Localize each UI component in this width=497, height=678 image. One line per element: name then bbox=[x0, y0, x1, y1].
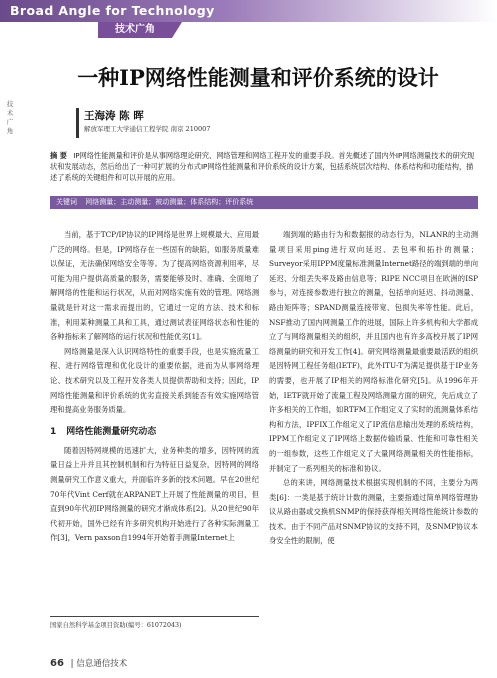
body-paragraph: 网络测量是深入认识网络特性的重要手段，也是实施流量工程、进行网络管理和优化设计的重要依据，进而为从事网络理论、技术研究以及工程开发各类人员提供帮助和支持；因此，IP网络性能测量和评价系统的优劣直接关系到能否有效实施网络管理和提高业务服务质量。 bbox=[50, 346, 259, 415]
abstract-text: IP网络性能测量和评价是从事网络理论研究、网络管理和网络工程开发的重要手段。首先概述了国内外IP网络测量技术的研究现状和发展动态，然后给出了一种可扩展的分布式IP网络性能测量和评价系统的设计方案，包括系统层次结构、体系结构和功能结构，描述了系统的关键组件和可以开展的应用。 bbox=[50, 151, 475, 182]
body-right-column bbox=[269, 228, 478, 549]
page-number: 66 bbox=[50, 658, 64, 669]
body-paragraph: 随着因特网规模的迅速扩大，业务种类的增多，因特网的流量日益上升并且其控制机制和行为特征日益复杂，因特网的网络测量研究工作意义重大，并面临许多新的技术问题。早在20世纪70年代Vint Cerf就在ARPANET上开展了性能测量的项目，但直到90年代初IP网络测量的研究才渐成体系[2]。从20世纪90年代初开始，国外已经有许多研究机构开始进行了各种实际测量工作[3]，Vern paxson自1994年开始着手测量Internet上 bbox=[50, 445, 259, 543]
abstract-block bbox=[50, 150, 478, 183]
column-name-tag: 技术广角 bbox=[98, 22, 172, 38]
keywords-bar bbox=[50, 196, 478, 209]
section-number: 1 bbox=[50, 426, 57, 437]
section-heading bbox=[50, 422, 259, 442]
footer-journal-name: 信息通信技术 bbox=[76, 659, 128, 669]
section-title-text: 网络性能测量研究动态 bbox=[66, 426, 157, 437]
abstract-label: 摘 要 bbox=[50, 151, 67, 160]
article-authors: 王海涛 陈 晖 bbox=[84, 110, 144, 122]
journal-band-title: Broad Angle for Technology bbox=[10, 3, 215, 18]
body-paragraph: 当前，基于TCP/IP协议的IP网络是世界上规模最大、应用最广泛的网络。但是，IP网络存在一些固有的缺陷，如服务质量难以保证，无法确保网络安全等等。为了提高网络资源利用率，尽可能为用户提供高质量的服务，需要能够及时、准确、全面地了解网络的性能和运行状况，从而对网络实施有效的管理。网络测量就是针对这一需求而提出的，它通过一定的方法、技术和标准，利用某种测量工具和工具，通过测试表征网络状态和性能的各种指标来了解网络的运行状况和性能优劣[1]。 bbox=[50, 230, 259, 342]
funding-footnote: 国家自然科学基金项目资助(编号：61072043) bbox=[50, 622, 182, 629]
journal-header-band bbox=[0, 0, 497, 44]
keywords-label: 关键词 bbox=[56, 198, 77, 206]
author-affiliation: 解放军理工大学通信工程学院 南京 210007 bbox=[84, 125, 211, 133]
article-title: 一种IP网络性能测量和评价系统的设计 bbox=[77, 65, 439, 90]
page-footer bbox=[50, 657, 127, 669]
body-left-column bbox=[50, 228, 259, 546]
footnote-divider bbox=[50, 616, 259, 617]
keywords-text: 网络测量；主动测量；被动测量；体系结构；评价系统 bbox=[85, 198, 254, 206]
body-paragraph: 总的来讲，网络测量技术根据实现机制的不同，主要分为两类[6]：一类是基于统计计数的测量，主要指通过简单网络管理协议从路由器或交换机SNMP的保持获得相关网络性能统计参数的技术。由于不同产品对SNMP协议的支持不同，及SNMP协议本身安全性的限制，使 bbox=[269, 478, 478, 546]
author-accent-bar bbox=[76, 108, 79, 138]
footer-divider: | bbox=[70, 659, 74, 669]
column-tag-tail-shape bbox=[172, 22, 182, 38]
body-paragraph: 端到端的路由行为和数据报的动态行为，NLANR的主动测量项目采用ping进行双向延迟、丢包率和拓扑的测量；Surveyor采用IPPM度量标准测量Internet路径的端到端的单向延迟、分组丢失率及路由信息等；RIPE NCC项目在欧洲的ISP参与，对连接参数进行独立的测量，包括单向延迟、抖动测量、路由矩阵等；SPAND测量连接带宽、包损失率等性能。此后，NSF推动了国内网测量工作的进展，国际上许多机构和大学都成立了与网络测量相关的组织，并且国内也有许多高校开展了IP网络测量的研究和开发工作[4]。研究网络测量最重要最活跃的组织是因特网工程任务组(IETF)，此外ITU-T为满足提供基于IP业务的需要，也开展了IP相关的网络标准化研究[5]。从1996年开始，IETF就开始了流量工程及网络测量方面的研究，先后成立了许多相关的工作组，如RTFM工作组定义了实时的流测量体系结构和方法，IPFIX工作组定义了IP流信息输出处理的系统结构，IPPM工作组定义了IP网络上数据传输质量、性能和可靠性相关的一组参数，这些工作组定义了大量网络测量相关的性能指标，并制定了一系列相关的标准和协议。 bbox=[269, 230, 478, 473]
side-column-tag: 技术广角 bbox=[6, 100, 14, 135]
